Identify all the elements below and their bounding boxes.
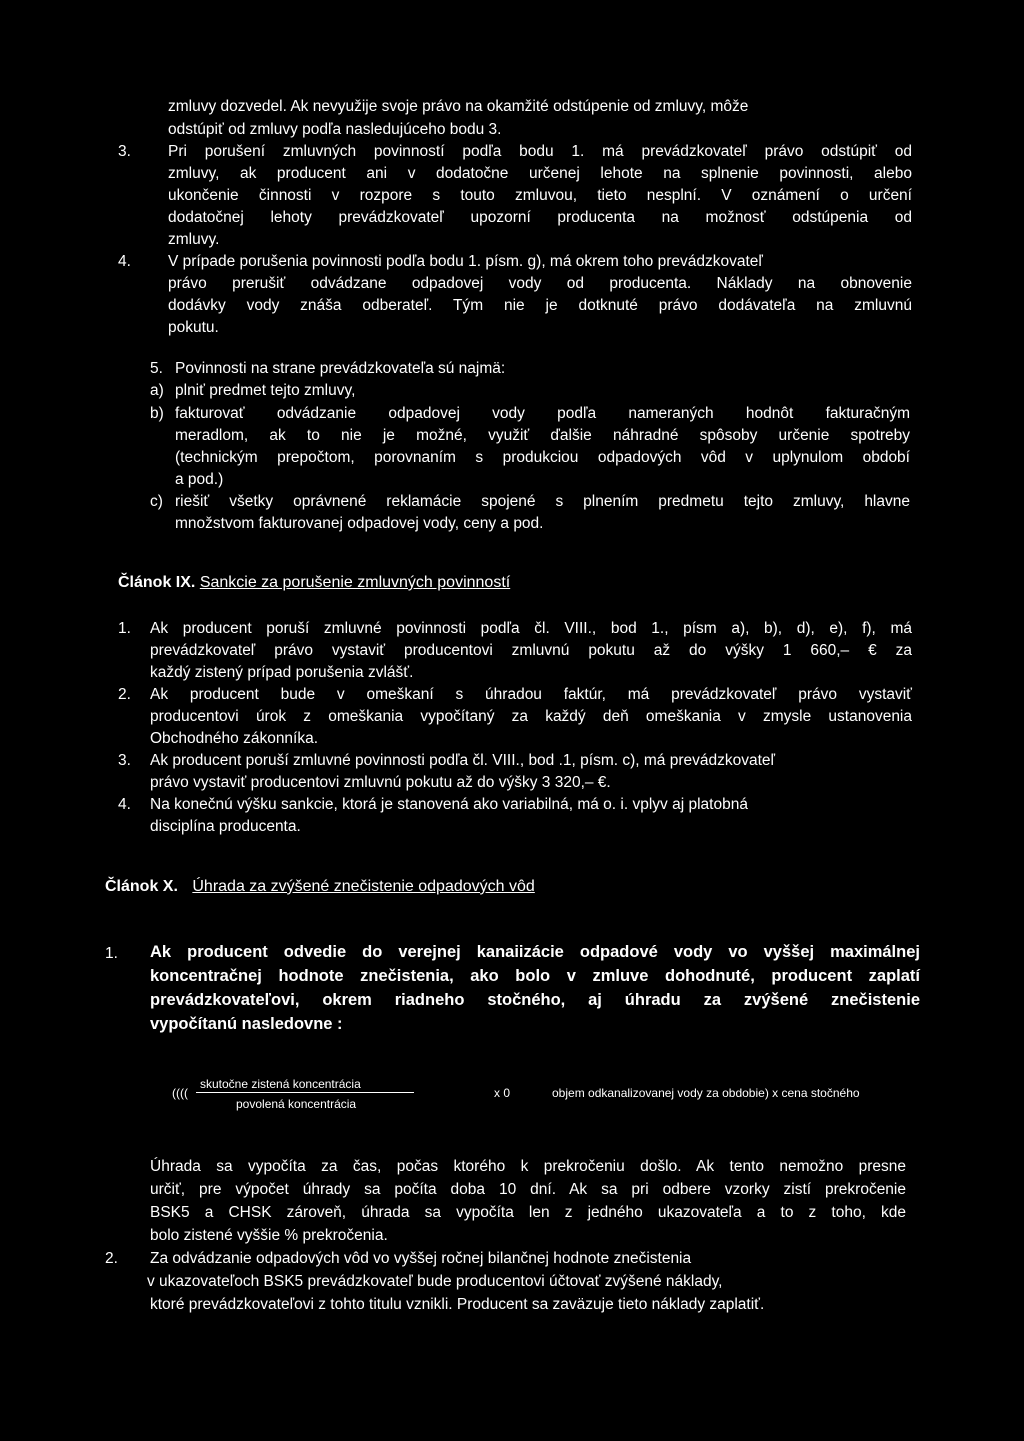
- formula-denominator: povolená koncentrácia: [236, 1097, 357, 1111]
- item-5b-line-1: fakturovať odvádzanie odpadovej vody podľa nameraných hodnôt fakturačným: [175, 405, 910, 422]
- continuation-line-1: zmluvy dozvedel. Ak nevyužije svoje právo na okamžité odstúpenie od zmluvy, môže: [168, 98, 749, 115]
- item-5a-line-1: plniť predmet tejto zmluvy,: [175, 382, 356, 399]
- art9-item-4-line-1: Na konečnú výšku sankcie, ktorá je stanovená ako variabilná, má o. i. vplyv aj platobná: [150, 796, 748, 813]
- article-10-label: Článok X.: [105, 878, 178, 895]
- item-4-line-4: pokutu.: [168, 319, 219, 336]
- item-4-number: 4.: [118, 253, 131, 270]
- art9-item-3-line-1: Ak producent poruší zmluvné povinnosti podľa čl. VIII., bod .1, písm. c), má prevádzkovateľ: [150, 752, 776, 769]
- continuation-line-2: odstúpiť od zmluvy podľa nasledujúceho bodu 3.: [168, 121, 502, 138]
- item-5-intro: Povinnosti na strane prevádzkovateľa sú najmä:: [175, 360, 506, 377]
- art9-item-3-line-2: právo vystaviť producentovi zmluvnú pokutu až do výšky 3 320,– €.: [150, 774, 611, 791]
- art10-item-2-number: 2.: [105, 1250, 118, 1267]
- art10-item-1-after-line-2: určiť, pre výpočet úhrady sa počíta doba 10 dní. Ak sa pri odbere vzorky zistí prekročenie: [150, 1181, 906, 1198]
- art10-item-2-line-2: v ukazovateľoch BSK5 prevádzkovateľ bude producentovi účtovať zvýšené náklady,: [147, 1273, 723, 1290]
- art10-item-1-bold-line-2: koncentračnej hodnote znečistenia, ako bolo v zmluve dohodnuté, producent zaplatí: [150, 967, 920, 985]
- item-3-number: 3.: [118, 143, 131, 160]
- art10-item-1-bold-line-3: prevádzkovateľovi, okrem riadneho stočného, aj úhradu za zvýšené znečistenie: [150, 991, 920, 1009]
- item-3-line-1: Pri porušení zmluvných povinností podľa bodu 1. má prevádzkovateľ právo odstúpiť od: [168, 143, 912, 160]
- article-9-label: Článok IX.: [118, 574, 196, 591]
- formula-rest: objem odkanalizovanej vody za obdobie) x cena stočného: [552, 1086, 860, 1100]
- art10-item-1-number: 1.: [105, 945, 118, 962]
- item-3-line-4: dodatočnej lehoty prevádzkovateľ upozorní producenta na možnosť odstúpenia od: [168, 209, 912, 226]
- item-5c-line-1: riešiť všetky oprávnené reklamácie spojené s plnením predmetu tejto zmluvy, hlavne: [175, 493, 910, 510]
- article-9-title: Sankcie za porušenie zmluvných povinností: [199, 574, 511, 591]
- item-3-line-2: zmluvy, ak producent ani v dodatočne určenej lehote na splnenie povinnosti, alebo: [168, 165, 912, 182]
- item-3-line-3: ukončenie činnosti v rozpore s touto zmluvou, tieto nesplní. V oznámení o určení: [168, 187, 912, 204]
- item-5b-line-4: a pod.): [175, 471, 224, 488]
- item-5a-label: a): [150, 382, 164, 399]
- art9-item-1-line-3: každý zistený prípad porušenia zvlášť.: [150, 664, 414, 681]
- art10-item-1-after-line-1: Úhrada sa vypočíta za čas, počas ktorého k prekročeniu došlo. Ak tento nemožno presne: [150, 1158, 906, 1175]
- art9-item-2-line-3: Obchodného zákonníka.: [150, 730, 319, 747]
- article-9-heading: [118, 573, 510, 593]
- art9-item-2-line-2: producentovi úrok z omeškania vypočítaný za každý deň omeškania v zmysle ustanovenia: [150, 708, 912, 725]
- art10-item-1-bold-line-1: Ak producent odvedie do verejnej kanaiizácie odpadové vody vo vyššej maximálnej: [150, 943, 920, 961]
- item-4-line-2: právo prerušiť odvádzane odpadovej vody od producenta. Náklady na obnovenie: [168, 275, 912, 292]
- art10-item-1-after-line-4: bolo zistené vyššie % prekročenia.: [150, 1227, 388, 1244]
- art9-item-2-line-1: Ak producent bude v omeškaní s úhradou faktúr, má prevádzkovateľ právo vystaviť: [150, 686, 912, 703]
- art9-item-2-number: 2.: [118, 686, 131, 703]
- art10-item-2-line-3: ktoré prevádzkovateľovi z tohto titulu vznikli. Producent sa zaväzuje tieto náklady zaplatiť.: [150, 1296, 765, 1313]
- art9-item-3-number: 3.: [118, 752, 131, 769]
- item-5c-label: c): [150, 493, 163, 510]
- item-4-line-1: V prípade porušenia povinnosti podľa bodu 1. písm. g), má okrem toho prevádzkovateľ: [168, 253, 763, 270]
- item-5-number: 5.: [150, 360, 163, 377]
- formula-fraction-bar: [196, 1092, 414, 1093]
- art9-item-1-number: 1.: [118, 620, 131, 637]
- formula-numerator: skutočne zistená koncentrácia: [200, 1077, 361, 1091]
- article-10-title: Úhrada za zvýšené znečistenie odpadových vôd: [192, 878, 535, 895]
- item-3-line-5: zmluvy.: [168, 231, 220, 248]
- formula-prefix: ((((: [172, 1086, 188, 1100]
- art9-item-4-number: 4.: [118, 796, 131, 813]
- art10-item-1-after-line-3: BSK5 a CHSK zároveň, úhrada sa vypočíta len z jedného ukazovateľa a to z toho, kde: [150, 1204, 906, 1221]
- item-5c-line-2: množstvom fakturovanej odpadovej vody, ceny a pod.: [175, 515, 544, 532]
- item-5b-line-2: meradlom, ak to nie je možné, využiť ďalšie náhradné spôsoby určenie spotreby: [175, 427, 910, 444]
- art9-item-1-line-2: prevádzkovateľ právo vystaviť producentovi zmluvnú pokutu až do výšky 1 660,– € za: [150, 642, 912, 659]
- article-10-heading: [105, 877, 535, 897]
- art10-item-2-line-1: Za odvádzanie odpadových vôd vo vyššej ročnej bilančnej hodnote znečistenia: [150, 1250, 692, 1267]
- item-5b-label: b): [150, 405, 164, 422]
- item-4-line-3: dodávky vody znáša odberateľ. Tým nie je dotknuté právo dodávateľa na zmluvnú: [168, 297, 912, 314]
- formula-multiplier: x 0: [494, 1086, 511, 1100]
- item-5b-line-3: (technickým prepočtom, porovnaním s produkciou odpadových vôd v uplynulom období: [175, 449, 910, 466]
- art9-item-1-line-1: Ak producent poruší zmluvné povinnosti podľa čl. VIII., bod 1., písm a), b), d), e), f), má: [150, 620, 912, 637]
- art10-item-1-bold-line-4: vypočítanú nasledovne :: [150, 1015, 343, 1033]
- art9-item-4-line-2: disciplína producenta.: [150, 818, 301, 835]
